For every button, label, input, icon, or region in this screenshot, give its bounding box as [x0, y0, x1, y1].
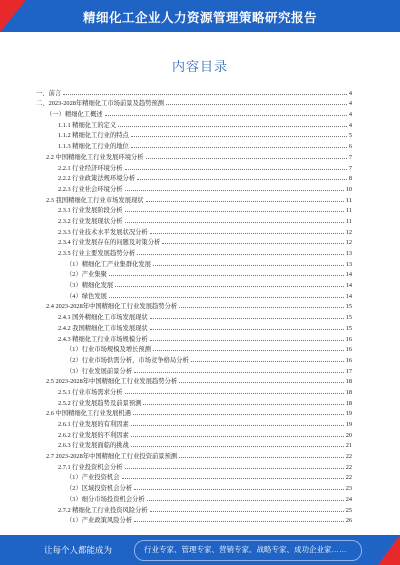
toc-entry-label: 2.5.1 行业市场需求分析 [58, 388, 123, 396]
toc-dot-leader [143, 404, 343, 405]
toc-dot-leader [125, 169, 347, 170]
toc-dot-leader [115, 286, 343, 287]
toc-dot-leader [162, 243, 343, 244]
toc-entry-page: 14 [345, 282, 352, 290]
toc-entry-label: 2.3.3 行业技术水平发展状况分析 [58, 228, 148, 236]
toc-entry[interactable] [36, 300, 352, 311]
toc-entry-page: 5 [348, 132, 352, 140]
footer-slogan: 让每个人都能成为 [44, 545, 113, 555]
toc-entry[interactable] [36, 118, 352, 129]
toc-entry-label: 1.1.2 精细化工行业的特点 [58, 132, 129, 140]
toc-entry-label: （2）产业集聚 [66, 271, 107, 279]
toc-entry[interactable] [36, 460, 352, 471]
toc-entry-page: 21 [345, 442, 352, 450]
footer-roles: 行业专家、管理专家、营销专家、战略专家、成功企业家…… [144, 545, 347, 554]
toc-entry-page: 18 [345, 399, 352, 407]
toc-entry-page: 4 [348, 121, 352, 129]
toc-entry[interactable] [36, 417, 352, 428]
toc-dot-leader [131, 436, 344, 437]
toc-entry-page: 13 [345, 260, 352, 268]
toc-entry[interactable] [36, 481, 352, 492]
toc-entry-page: 11 [345, 217, 352, 225]
toc-entry-page: 16 [345, 335, 352, 343]
toc-entry-label: （3）精细化发展 [66, 282, 114, 290]
toc-entry-page: 26 [345, 517, 352, 525]
toc-entry[interactable] [36, 246, 352, 257]
toc-entry-page: 4 [348, 100, 352, 108]
toc-dot-leader [150, 511, 344, 512]
toc-dot-leader [109, 275, 344, 276]
toc-entry[interactable] [36, 514, 352, 525]
toc-entry[interactable] [36, 204, 352, 215]
toc-entry-page: 4 [348, 89, 352, 97]
toc-entry[interactable] [36, 86, 352, 97]
toc-entry-label: 2.7.2 精细化工行业投资风险分析 [58, 506, 148, 514]
toc-entry[interactable] [36, 364, 352, 375]
toc-dot-leader [133, 414, 344, 415]
header-bar [0, 0, 400, 32]
toc-dot-leader [179, 382, 344, 383]
toc-dot-leader [179, 457, 344, 458]
toc-entry[interactable] [36, 310, 352, 321]
toc-dot-leader [166, 104, 347, 105]
toc-entry[interactable] [36, 268, 352, 279]
toc-dot-leader [134, 372, 344, 373]
toc-entry-page: 24 [345, 495, 352, 503]
toc-entry[interactable] [36, 139, 352, 150]
toc-entry-label: （2）区域投资机会分析 [66, 485, 133, 493]
toc-entry-page: 15 [345, 324, 352, 332]
toc-dot-leader [134, 521, 344, 522]
toc-dot-leader [131, 147, 347, 148]
toc-entry-page: 7 [348, 153, 352, 161]
footer-bar [0, 535, 400, 565]
toc-dot-leader [105, 115, 347, 116]
toc-entry[interactable] [36, 278, 352, 289]
toc-dot-leader [150, 318, 344, 319]
toc-entry[interactable] [36, 182, 352, 193]
toc-dot-leader [150, 329, 344, 330]
toc-dot-leader [137, 254, 344, 255]
table-of-contents [36, 86, 352, 524]
toc-entry[interactable] [36, 471, 352, 482]
toc-dot-leader [125, 211, 344, 212]
toc-entry-label: 2.3.4 行业发展存在的问题及对策分析 [58, 239, 161, 247]
toc-dot-leader [122, 478, 344, 479]
toc-entry-page: 22 [345, 463, 352, 471]
toc-entry[interactable] [36, 214, 352, 225]
toc-entry[interactable] [36, 172, 352, 183]
toc-entry-page: 18 [345, 378, 352, 386]
toc-entry-page: 12 [345, 239, 352, 247]
toc-entry[interactable] [36, 343, 352, 354]
toc-entry-label: 2.2.2 行业政策法规环境分析 [58, 175, 136, 183]
toc-entry-label: （1）产业投资机会 [66, 474, 120, 482]
toc-entry-label: 2.5.2 行业发展趋势及前景预测 [58, 399, 142, 407]
toc-entry[interactable] [36, 332, 352, 343]
toc-dot-leader [153, 350, 344, 351]
toc-entry[interactable] [36, 97, 352, 108]
toc-entry-page: 13 [345, 250, 352, 257]
toc-entry-label: 1.1.3 精细化工行业的地位 [58, 143, 129, 151]
toc-entry[interactable] [36, 492, 352, 503]
report-title: 精细化工企业人力资源管理策略研究报告 [82, 11, 317, 25]
toc-entry-label: 2.6.3 行业发展面临的挑战 [58, 442, 129, 450]
toc-dot-leader [131, 425, 344, 426]
toc-entry-page: 14 [345, 271, 352, 279]
toc-entry-page: 19 [345, 410, 352, 418]
toc-entry-label: 2.6.1 行业发展的有利因素 [58, 421, 129, 428]
toc-entry[interactable] [36, 193, 352, 204]
toc-entry[interactable] [36, 375, 352, 386]
toc-entry-label: （一）精细化工概述 [46, 111, 103, 119]
toc-entry[interactable] [36, 439, 352, 450]
toc-entry-label: 2.2.3 行业社会环境分析 [58, 185, 123, 193]
toc-entry[interactable] [36, 289, 352, 300]
toc-dot-leader [125, 190, 344, 191]
toc-entry-label: 2.4 2023-2028年中国精细化工行业发展趋势分析 [46, 303, 178, 311]
toc-entry-page: 15 [345, 314, 352, 322]
toc-entry[interactable] [36, 129, 352, 140]
toc-entry-label: 2.3.1 行业发展阶段分析 [58, 207, 123, 215]
toc-dot-leader [146, 201, 344, 202]
toc-entry[interactable] [36, 353, 352, 364]
toc-entry-label: （1）产业政策风险分析 [66, 517, 133, 525]
toc-dot-leader [131, 136, 347, 137]
toc-entry-label: 2.5 2023-2028年中国精细化工行业发展趋势分析 [46, 378, 178, 386]
toc-dot-leader [109, 297, 344, 298]
toc-entry-page: 7 [348, 164, 352, 172]
toc-entry-label: 2.4.3 精细化工行业市场规模分析 [58, 335, 148, 343]
toc-dot-leader [63, 94, 347, 95]
toc-entry-label: 2.2 中国精细化工行业发展环境分析 [46, 153, 144, 161]
toc-entry-label: （3）行业发展前景分析 [66, 367, 133, 375]
toc-entry-page: 22 [345, 453, 352, 461]
toc-entry-page: 18 [345, 388, 352, 396]
toc-entry-page: 15 [345, 303, 352, 311]
toc-entry-label: 2.7.1 行业投资机会分析 [58, 463, 123, 471]
toc-entry[interactable] [36, 161, 352, 172]
toc-dot-leader [118, 126, 347, 127]
toc-entry-label: （4）绿色发展 [66, 292, 107, 300]
toc-dot-leader [179, 307, 344, 308]
toc-entry[interactable] [36, 503, 352, 514]
toc-entry[interactable] [36, 107, 352, 118]
toc-entry[interactable] [36, 150, 352, 161]
toc-entry[interactable] [36, 321, 352, 332]
toc-dot-leader [146, 158, 347, 159]
toc-dot-leader [125, 393, 344, 394]
toc-entry-page: 12 [345, 228, 352, 236]
toc-entry[interactable] [36, 225, 352, 236]
toc-entry-page: 19 [345, 421, 352, 428]
toc-entry-label: （1）行业市场规模及增长预测 [66, 346, 152, 354]
toc-entry[interactable] [36, 236, 352, 247]
toc-entry[interactable] [36, 257, 352, 268]
toc-entry-page: 11 [345, 207, 352, 215]
toc-entry-label: （2）行业市场供需分析，市场竞争格局分析 [66, 356, 189, 364]
toc-entry-page: 14 [345, 292, 352, 300]
toc-dot-leader [150, 233, 344, 234]
toc-entry-page: 23 [345, 485, 352, 493]
toc-entry-label: 2.2.1 行业经济环境分析 [58, 164, 123, 172]
toc-entry-page: 16 [345, 356, 352, 364]
toc-entry-label: 二、2023-2028年精细化工市场前景及趋势预测 [36, 100, 165, 108]
toc-dot-leader [137, 179, 347, 180]
toc-entry-label: 2.4.1 国外精细化工市场发展现状 [58, 314, 148, 322]
footer-red-triangle [378, 535, 400, 565]
toc-entry-label: 2.7 2023-2028年中国精细化工行业投资前景预测 [46, 453, 178, 461]
toc-entry-page: 22 [345, 474, 352, 482]
toc-entry-page: 20 [345, 431, 352, 439]
toc-entry-label: 1.1.1 精细化工的定义 [58, 121, 117, 129]
toc-entry-label: （3）细分市场投资机会分析 [66, 495, 145, 503]
toc-entry[interactable] [36, 428, 352, 439]
toc-entry-page: 6 [348, 143, 352, 151]
toc-entry-label: 一、前言 [36, 89, 62, 97]
toc-entry-page: 25 [345, 506, 352, 514]
toc-entry-page: 11 [345, 196, 352, 204]
toc-entry-label: 2.6 中国精细化工行业发展机遇 [46, 410, 132, 418]
toc-entry-label: 2.3.2 行业发展现状分析 [58, 217, 123, 225]
toc-dot-leader [125, 222, 344, 223]
toc-dot-leader [191, 361, 344, 362]
toc-entry[interactable] [36, 396, 352, 407]
toc-title: 内容目录 [171, 59, 228, 74]
toc-entry-label: 2.6.2 行业发展的不利因素 [58, 431, 129, 439]
toc-dot-leader [153, 265, 344, 266]
toc-dot-leader [131, 446, 344, 447]
toc-entry-label: 2.3 我国精细化工行业市场发展现状 [46, 196, 144, 204]
toc-dot-leader [150, 340, 344, 341]
toc-entry-label: （1）精细化工产业集群化发展 [66, 260, 152, 268]
toc-dot-leader [147, 500, 344, 501]
toc-entry-page: 17 [345, 367, 352, 375]
toc-entry[interactable] [36, 385, 352, 396]
toc-dot-leader [125, 468, 344, 469]
toc-entry-page: 8 [348, 175, 352, 183]
toc-entry-page: 10 [345, 185, 352, 193]
toc-entry[interactable] [36, 407, 352, 418]
toc-entry-page: 4 [348, 111, 352, 119]
toc-entry[interactable] [36, 449, 352, 460]
toc-entry-label: 2.3.5 行业主要发展趋势分析 [58, 250, 136, 257]
toc-entry-page: 16 [345, 346, 352, 354]
toc-dot-leader [134, 489, 344, 490]
toc-entry-label: 2.4.2 我国精细化工市场发展现状 [58, 324, 148, 332]
